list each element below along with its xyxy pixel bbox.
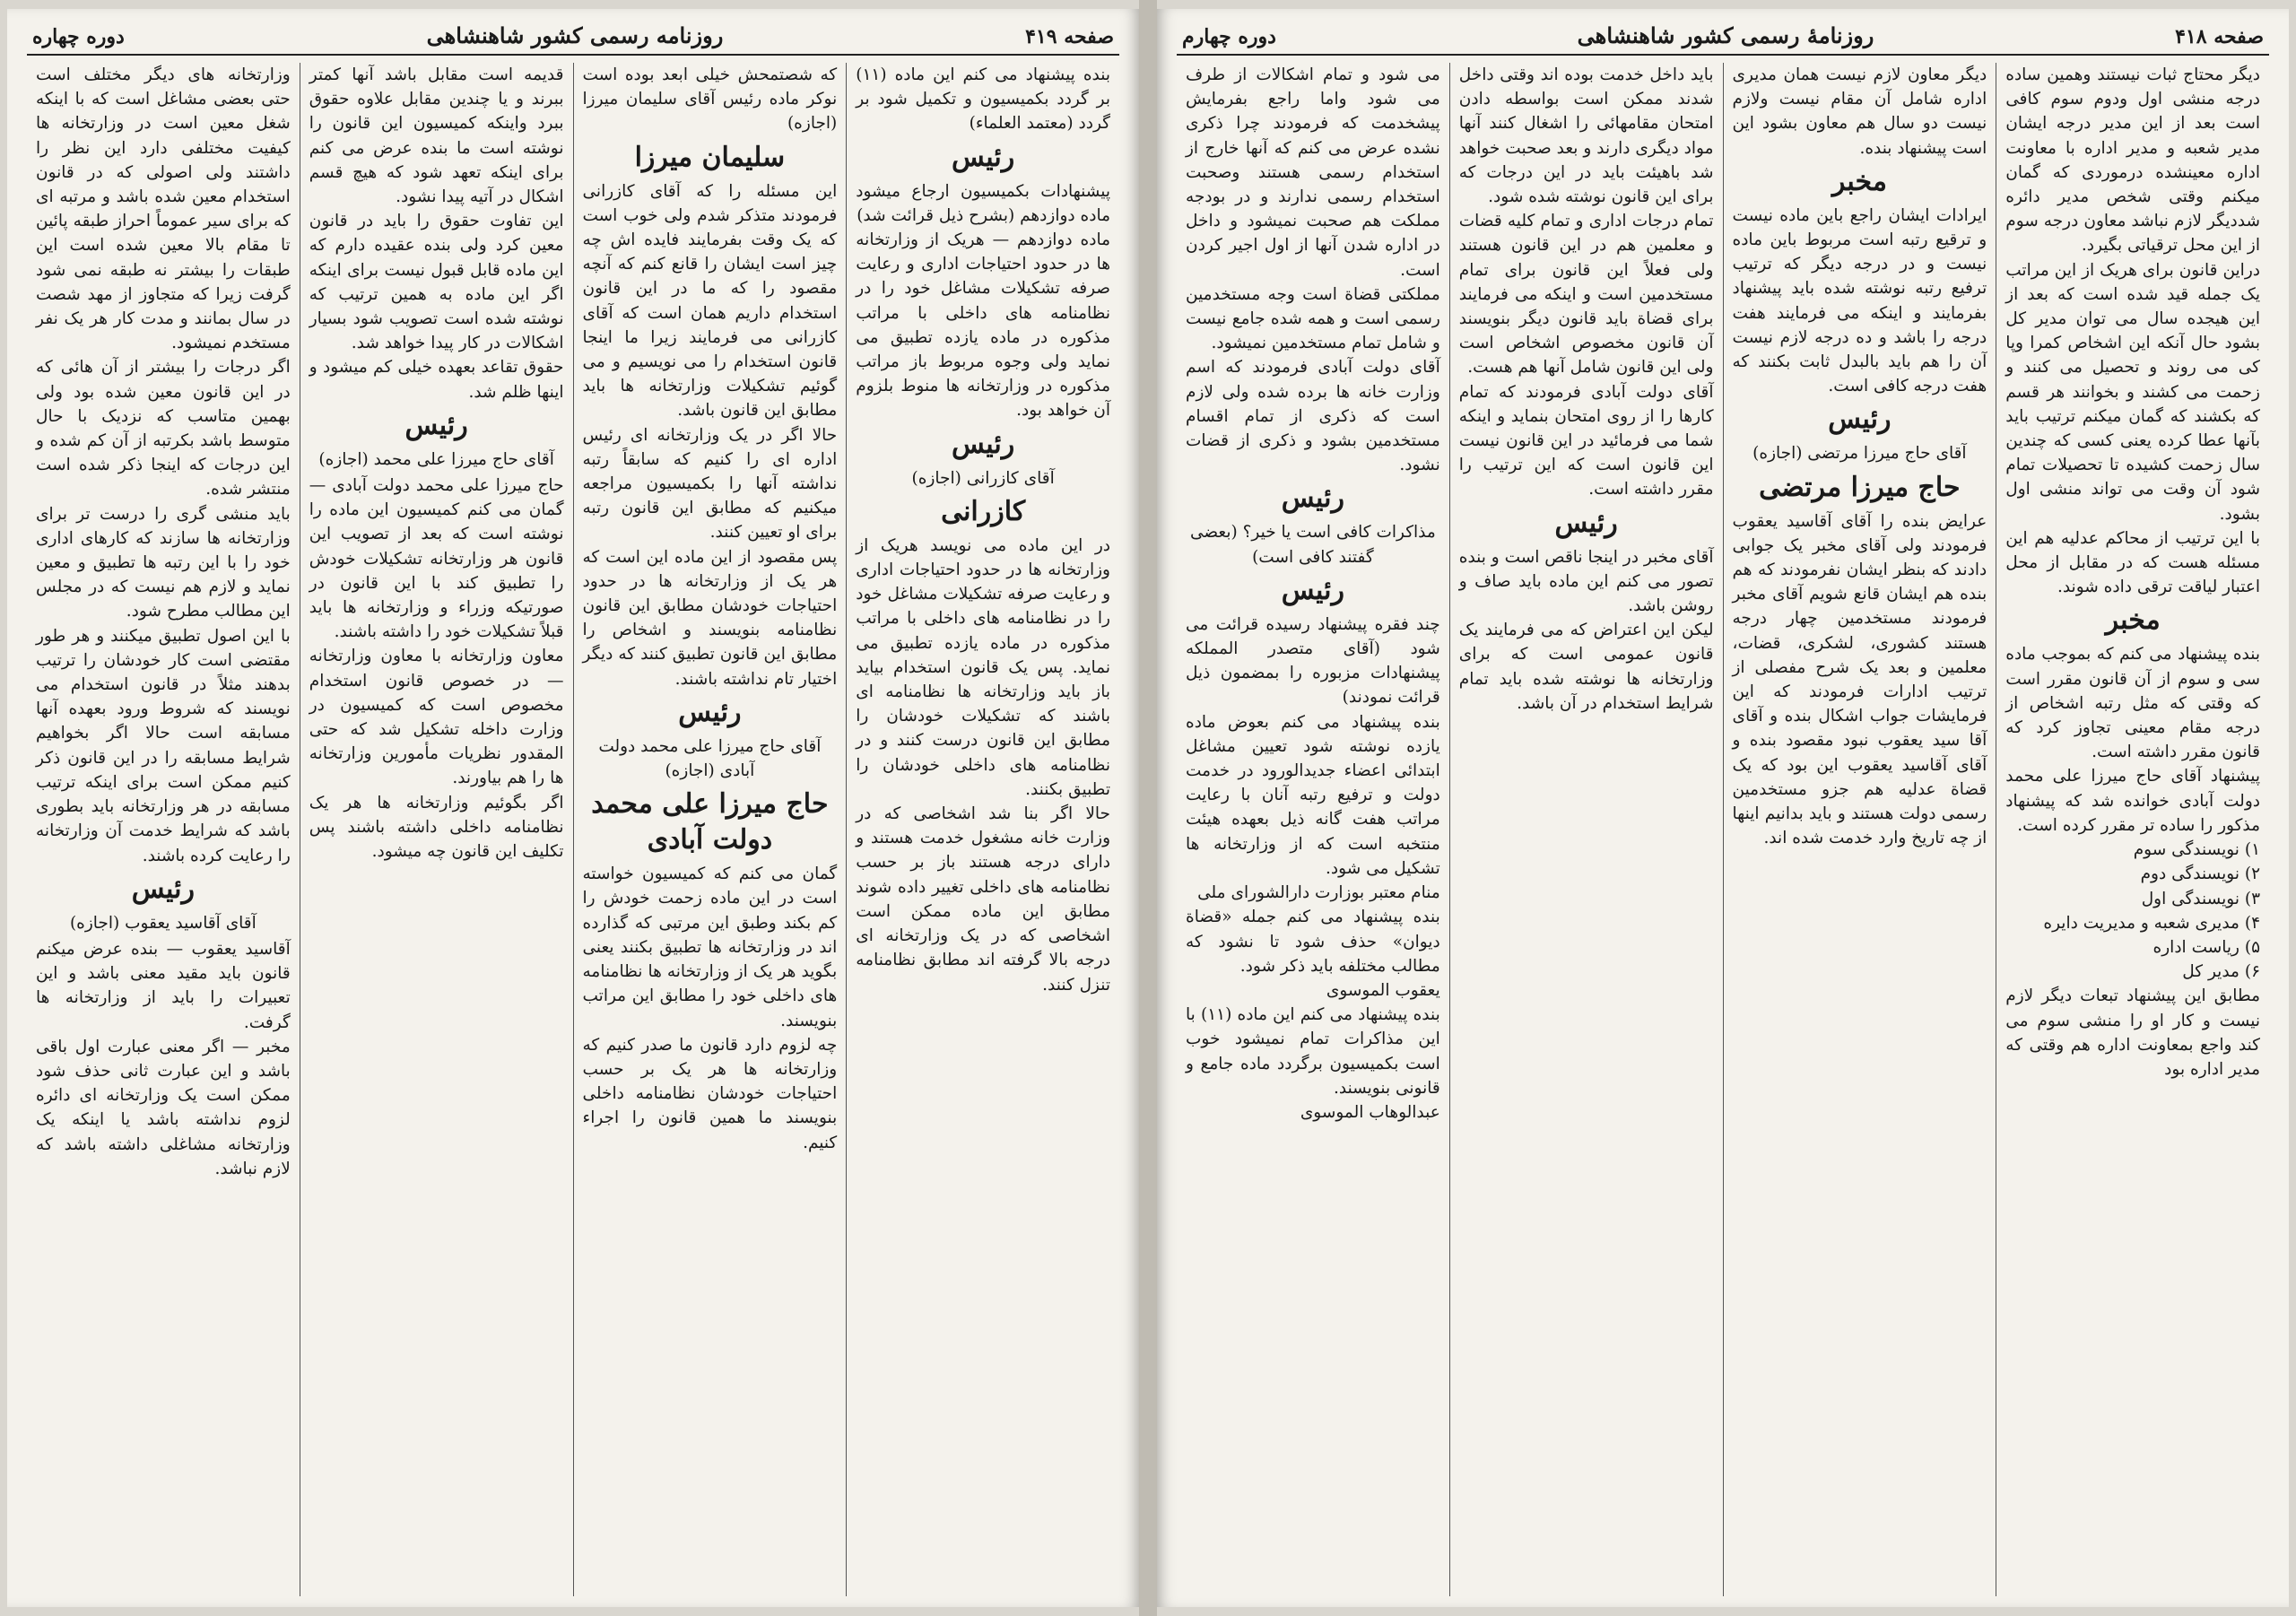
speaker-heading: رئیس — [1281, 482, 1344, 515]
signature: عبدالوهاب الموسوی — [1300, 1102, 1440, 1122]
paragraph: دیگر معاون لازم نیست همان مدیری اداره شامل آن مقام نیست ولازم نیست دو سال هم معاون بشود این است پیشنهاد بنده. — [1732, 65, 1987, 158]
paragraph: آقای دولت آبادی فرمودند که تمام کارها را از روی امتحان بنماید و اینکه شما می فرمائید در این قانون نیست این قانون است که این ترتیب را مقرر داشته است. — [1458, 382, 1714, 500]
page-header — [1177, 20, 2269, 56]
paragraph: پیشنهادات بکمیسیون ارجاع میشود ماده دوازدهم (بشرح ذیل قرائت شد) — [856, 181, 1110, 225]
paragraph: دراین قانون برای هریک از این مراتب یک جمله قید شده است که بعد از این هیجده سال می توان مدیر کل بشود حال آنکه این اشخاص کمرا وپا کی می روند و تحصیل می کنند و زحمت می کشند و بخوانند هر قسم که بکشند که گمان میکنم ترتیب باید بآنها عطا کرده یعنی کسی که چندین سال زحمت کشیده تا تحصیلات تمام شود آن وقت می تواند منشی اول بشود. — [2005, 260, 2260, 524]
paragraph: بنده پیشنهاد می کنم این ماده (۱۱) بر گردد بکمیسیون و تکمیل شود بر گردد (معتمد العلماء) — [856, 65, 1110, 134]
speaker-heading: رئیس — [404, 409, 468, 441]
paragraph: مملکتی قضاة است وجه مستخدمین رسمی است و همه شده جامع نیست و شامل تمام مستخدمین نمیشود. — [1186, 284, 1440, 353]
speaker-heading: سلیمان میرزا — [634, 141, 786, 173]
paragraph: پس مقصود از این ماده این است که هر یک از وزارتخانه ها در حدود احتیاجات خودشان مطابق این قانون نظامنامه بنویسند و اشخاص را مطابق این قانون تطبیق کنند که دیگر اختیار تام نداشته باشند. — [582, 547, 838, 689]
list-item: ۵) ریاست اداره — [2152, 937, 2260, 957]
paragraph: باید داخل خدمت بوده اند وقتی داخل شدند ممکن است بواسطه دادن امتحان مقامهائی را اشغال کنند آنها مواد دیگری دارند و بعد صحبت خواهد شد باهیئت باید در این درجات که برای این قانون نوشته شده شود. — [1458, 65, 1714, 207]
paragraph: وزارتخانه های دیگر مختلف است حتی بعضی مشاغل است که با اینکه شغل معین است در وزارتخانه ها کیفیت مختلفی دارد این نظر را داشتند ولی اصولی که در قانون استخدام معین شده باشد و مرتبه ای که برای سیر عموماً احراز طبقه پائین تا مقام بالا معین شده است این طبقات را بیشتر نه طبقه نمی شود گرفت زیرا که متجاوز از مهد شصت در سال بمانند و مدت کار هر یک نفر مستخدم نمیشود. — [36, 65, 291, 353]
speaker-heading: رئیس — [952, 428, 1015, 460]
speaker-heading: کازرانی — [941, 495, 1026, 527]
paragraph: حالا اگر در یک وزارتخانه ای رئیس اداره ای را کنیم که سابقاً رتبه نداشته آنها را بکمیسیون مراجعه میکنیم که مطابق این قانون رتبه برای او تعیین کنند. — [582, 425, 838, 543]
paragraph: حقوق تقاعد بعهده خیلی کم میشود و اینها ظلم شد. — [309, 358, 564, 402]
speaker-heading: رئیس — [678, 696, 742, 728]
paragraph: قدیمه است مقابل باشد آنها کمتر ببرند و یا چندین مقابل علاوه حقوق ببرد واینکه کمیسیون این قانون را نوشته است ما بنده عرض می کنم برای اینکه تعهد شود که هیچ قسم اشکال در آتیه پیدا نشود. — [309, 65, 564, 207]
paragraph: چند فقره پیشنهاد رسیده قرائت می شود (آقای متصدر المملکه پیشنهادات مزبوره را بمضمون ذیل قرائت نمودند) — [1186, 614, 1440, 708]
page-number: صفحه ۴۱۸ — [2175, 25, 2264, 48]
paragraph: گمان می کنم که کمیسیون خواسته است در این ماده زحمت خودش را کم بکند وطبق این مرتبی که گذارده اند در وزارتخانه ها تطبیق بکنند یعنی بگوید هر یک از وزارتخانه ها نظامنامه های داخلی خود را مطابق این مراتب بنویسند. — [582, 864, 838, 1030]
list-item: ۴) مدیری شعبه و مدیریت دایره — [2043, 913, 2260, 933]
paragraph: بنده پیشنهاد می کنم بعوض ماده یازده نوشته شود تعیین مشاغل ابتدائی اعضاء جدیدالورود در خدمت دولت و ترفیع رتبه آنان با رعایت مراتب هفت گانه ذیل بعهده هیئت منتخبه است که از وزارتخانه ها تشکیل می شود. — [1186, 712, 1440, 878]
paragraph: این تفاوت حقوق را باید در قانون معین کرد ولی بنده عقیده دارم که این ماده قابل قبول نیست برای اینکه اگر این ماده به همین ترتیب که نوشته شده است تصویب شود بسیار اشکالات در کار پیدا خواهد شد. — [309, 212, 564, 353]
paragraph: دیگر محتاج ثبات نیستند وهمین ساده درجه منشی اول ودوم سوم کافی است بعد از این مدیر درجه ایشان مدیر شعبه و مدیر اداره با معاونت اداره معینشده درموردی که گمان میکنم وقتی شخص مدیر دائره شددیگر لازم نباشد معاون درجه سوم از این محل ترقیاتی بگیرد. — [2005, 65, 2260, 256]
paragraph: تمام درجات اداری و تمام کلیه قضات و معلمین هم در این قانون هستند ولی فعلاً این قانون برای تمام مستخدمین است و اینکه می فرمایند برای قضاة باید قانون دیگر بنویسند آن قانون مخصوص اشخاص است ولی این قانون شامل آنها هم هست. — [1458, 212, 1714, 378]
paragraph: مطابق این پیشنهاد تبعات دیگر لازم نیست و کار او را منشی سوم می کند واجع بمعاونت اداره هم وقتی که مدیر اداره بود — [2005, 986, 2260, 1079]
period-label: دوره چهاره — [32, 25, 125, 48]
speaker-heading: مخبر — [2105, 604, 2161, 637]
sufficiency-note: مذاکرات کافی است یا خیر؟ (بعضی گفتند کافی است) — [1189, 523, 1436, 567]
page-header — [27, 20, 1119, 56]
paragraph: باید منشی گری را درست تر برای وزارتخانه ها سازند که کارهای اداری خود را با این رتبه ها تطبیق و معین نماید و لازم هم نیست که در مجلس این مطالب مطرح شود. — [36, 504, 291, 621]
paragraph: آقاسید یعقوب — بنده عرض میکنم قانون باید مقید معنی باشد و این تعبیرات را باید از وزارتخانه ها گرفت. — [36, 939, 291, 1032]
rank-list — [2005, 838, 2260, 984]
speaker-heading: حاج میرزا مرتضی — [1759, 471, 1961, 503]
list-item: ۲) نویسندگی دوم — [2140, 864, 2260, 884]
paragraph: ماده دوازدهم — هریک از وزارتخانه ها در حدود احتیاجات اداری و رعایت صرفه تشکیلات مشاغل خود را در نظامنامه های داخلی با مراتب مذکوره در ماده یازده تطبیق می نماید ولی وجوه مربوط باز مراتب مذکوره در وزارتخانه ها منوط بلزوم آن خواهد بود. — [856, 230, 1110, 421]
paragraph: معاون وزارتخانه با معاون وزارتخانه — در خصوص قانون استخدام مخصوص است که کمیسیون در وزارت داخله تشکیل شد که حتی المقدور نظریات مأمورین وزارتخانه ها را هم بیاورند. — [309, 647, 564, 788]
speaker-heading: رئیس — [1281, 574, 1344, 606]
paragraph: مخبر — اگر معنی عبارت اول باقی باشد و این عبارت ثانی حذف شود ممکن است یک وزارتخانه ای دائره لزوم نداشته باشد یا اینکه یک وزارتخانه مشاغلی داشته باشد که لازم نباشد. — [36, 1037, 291, 1178]
paragraph: اگر درجات را بیشتر از آن هائی که در این قانون معین شده بود ولی بهمین متاسب که نزدیک با حال متوسط باشد بکرتبه از آن کم شده و این درجات که اینجا ذکر شده است منتشر شده. — [36, 358, 291, 500]
permission-note: آقای حاج میرزا علی محمد (اجازه) — [318, 449, 554, 469]
list-item: ۶) مدیر کل — [2182, 962, 2260, 982]
permission-note: آقای حاج میرزا مرتضی (اجازه) — [1752, 444, 1967, 464]
paragraph: چه لزوم دارد قانون ما صدر کنیم که وزارتخانه ها هر یک بر حسب احتیاجات خودشان نظامنامه داخلی بنویسند ما همین قانون را اجراء کنیم. — [582, 1035, 838, 1152]
page-number: صفحه ۴۱۹ — [1025, 25, 1114, 48]
speaker-heading: رئیس — [1554, 507, 1618, 539]
list-item: ۱) نویسندگی سوم — [2133, 840, 2260, 860]
paragraph: با این ترتیب از محاکم عدلیه هم این مسئله هست که در مقابل از محل اعتبار لیاقت ترقی داده شوند. — [2005, 528, 2260, 597]
paragraph: حاج میرزا علی محمد دولت آبادی — گمان می کنم کمیسیون این ماده را نوشته است که بعد از تصویب این قانون هر وزارتخانه تشکیلات خودش را تطبیق کند با این قانون در صورتیکه وزراء و وزارتخانه ها باید قبلاً تشکیلات خود را داشته باشند. — [309, 476, 564, 642]
paragraph: که شصتمحش خیلی ابعد بوده است نوکر ماده رئیس آقای سلیمان میرزا (اجازه) — [582, 65, 838, 134]
speaker-heading: رئیس — [1828, 404, 1892, 436]
paragraph: عرایض بنده را آقای آقاسید یعقوب فرمودند ولی آقای مخبر یک جوابی دادند که بنظر ایشان نفرمودند که هم بنده هم ایشان قانع شویم آقای مخبر فرمودند مستخدمین چهار درجه هستند کشوری، لشکری، قضات، معلمین و بعد یک شرح مفصلی از ترتیب ادارات فرمودند که این فرمایشات جواب اشکال بنده و آقای آقا سید یعقوب نبود مقصود بنده و آقای آقاسید یعقوب این بود که یک قضاة عدلیه هم جزو مستخدمین رسمی دولت هستند و باید بدانیم اینها از چه تاریخ وارد خدمت شده اند. — [1732, 511, 1987, 848]
signature: یعقوب الموسوی — [1326, 980, 1440, 1000]
paragraph: لیکن این اعتراض که می فرمایند یک قانون عمومی است که برای وزارتخانه ها نوشته شده باید تمام شرایط استخدام در آن باشد. — [1458, 621, 1714, 713]
newspaper-title: روزنامهٔ رسمی کشور شاهنشاهی — [1577, 22, 1874, 48]
period-label: دوره چهارم — [1182, 25, 1276, 48]
column-2 — [573, 63, 847, 1596]
paragraph: در این ماده می نویسد هریک از وزارتخانه ها در حدود احتیاجات اداری و رعایت صرفه تشکیلات مشاغل خود را در نظامنامه های داخلی با مراتب مذکوره در ماده یازده تطبیق می نماید. پس یک قانون استخدام بیاید باز باید وزارتخانه ها نظامنامه ای باشند که تشکیلات خودشان را مطابق این قانون درست کنند و در نظامنامه های داخلی خودشان را تطبیق بکنند. — [856, 535, 1110, 799]
text-columns — [27, 63, 1119, 1596]
paragraph: حالا اگر بنا شد اشخاصی که در وزارت خانه مشغول خدمت هستند و دارای درجه هستند باز بر حسب نظامنامه های داخلی تغییر داده شوند مطابق این ماده ممکن است اشخاصی که در یک وزارتخانه ای درجه بالا گرفته اند مطابق نظامنامه تنزل کنند. — [856, 804, 1110, 995]
column-4 — [27, 63, 300, 1596]
speaker-heading: مخبر — [1831, 165, 1887, 197]
paragraph: اگر بگوئیم وزارتخانه ها هر یک نظامنامه داخلی داشته باشند پس تکلیف این قانون چه میشود. — [309, 793, 564, 862]
column-1 — [846, 63, 1119, 1596]
paragraph: با این اصول تطبیق میکنند و هر طور مقتضی است کار خودشان را ترتیب بدهند مثلاً در قانون استخدام می نویسند که شروط ورود بعهده آنها مسابقه است حالا اگر بخواهیم شرایط مسابقه را در این قانون ذکر کنیم ممکن است برای اینکه ترتیب مسابقه در هر وزارتخانه باید بطوری باشد که شرایط خدمت آن وزارتخانه را رعایت کرده باشند. — [36, 626, 291, 865]
column-3 — [1449, 63, 1723, 1596]
page-419 — [7, 9, 1139, 1607]
permission-note: آقای حاج میرزا علی محمد دولت آبادی (اجازه) — [598, 736, 822, 781]
paragraph: بنده پیشنهاد می کنم که بموجب ماده سی و سوم از آن قانون مقرر است که وقتی که مثل رتبه اشخاص از درجه مقام معینی تجاوز کرد که قانون مقرر داشته است. — [2005, 645, 2260, 762]
text-columns — [1177, 63, 2269, 1596]
book-gutter — [1139, 0, 1157, 1616]
newspaper-title: روزنامه رسمی کشور شاهنشاهی — [426, 22, 724, 48]
speaker-heading: حاج میرزا علی محمد دولت آبادی — [591, 788, 829, 856]
signature: منام معتبر بوزارت دارالشورای ملی — [1197, 883, 1440, 903]
speaker-heading: رئیس — [952, 141, 1015, 173]
permission-note: آقای آقاسید یعقوب (اجازه) — [69, 913, 257, 933]
paragraph: بنده پیشنهاد می کنم جمله «قضاة دیوان» حذف شود تا نشود که مطالب مختلفه باید ذکر شود. — [1186, 908, 1440, 976]
column-2 — [1723, 63, 1996, 1596]
permission-note: آقای کازرانی (اجازه) — [911, 468, 1055, 488]
page-418 — [1157, 9, 2289, 1607]
column-1 — [1996, 63, 2269, 1596]
paragraph: بنده پیشنهاد می کنم این ماده (۱۱) با این مذاکرات تمام نمیشود خوب است بکمیسیون برگردد ماده جامع و قانونی بنویسند. — [1186, 1005, 1440, 1098]
paragraph: می شود و تمام اشکالات از طرف می شود واما راجع بفرمایش پیشخدمت که فرمودند چرا ذکری نشده عرض می کنم که آنها خارج از استخدام رسمی هستند وصحبت استخدام رسمی ندارند و در بودجه مملکت هم صحبت نمیشود و داخل در اداره شدن آنها از اول اجیر کردن است. — [1186, 65, 1440, 280]
paragraph: ایرادات ایشان راجع باین ماده نیست و ترقیع رتبه است مربوط باین ماده نیست و در درجه دیگر که ترتیب ترفیع رتبه نوشته شده باید پیشنهاد بفرمایند و اینکه می فرمایند هفت درجه را باشد و ده درجه لازم نیست آن را هم باید بالبدل ثابت بکنند که هفت درجه کافی است. — [1732, 205, 1987, 396]
speaker-heading: رئیس — [131, 873, 195, 905]
list-item: ۳) نویسندگی اول — [2141, 889, 2260, 908]
paragraph: آقای مخبر در اینجا ناقص است و بنده تصور می کنم این ماده باید صاف و روشن باشد. — [1458, 547, 1714, 616]
paragraph: پیشنهاد آقای حاج میرزا علی محمد دولت آبادی خوانده شد که پیشنهاد مذکور را ساده تر مقرر کرده است. — [2005, 767, 2260, 835]
column-4 — [1177, 63, 1449, 1596]
paragraph: این مسئله را که آقای کازرانی فرمودند متذکر شدم ولی خوب است که یک وقت بفرمایند فایده اش چه چیز است ایشان را قانع کنم که آنچه مقصود را که ما در این قانون استخدام داریم همان است که آقای کازرانی می فرمایند زیرا ما اینجا قانون استخدام را می نویسیم و می گوئیم تشکیلات وزارتخانه ها باید مطابق این قانون باشد. — [582, 181, 838, 421]
column-3 — [300, 63, 573, 1596]
paragraph: آقای دولت آبادی فرمودند که اسم وزارت خانه ها برده شده ولی لازم است که ذکری از تمام اقسام مستخدمین بشود و ذکری از قضات نشود. — [1186, 358, 1440, 475]
